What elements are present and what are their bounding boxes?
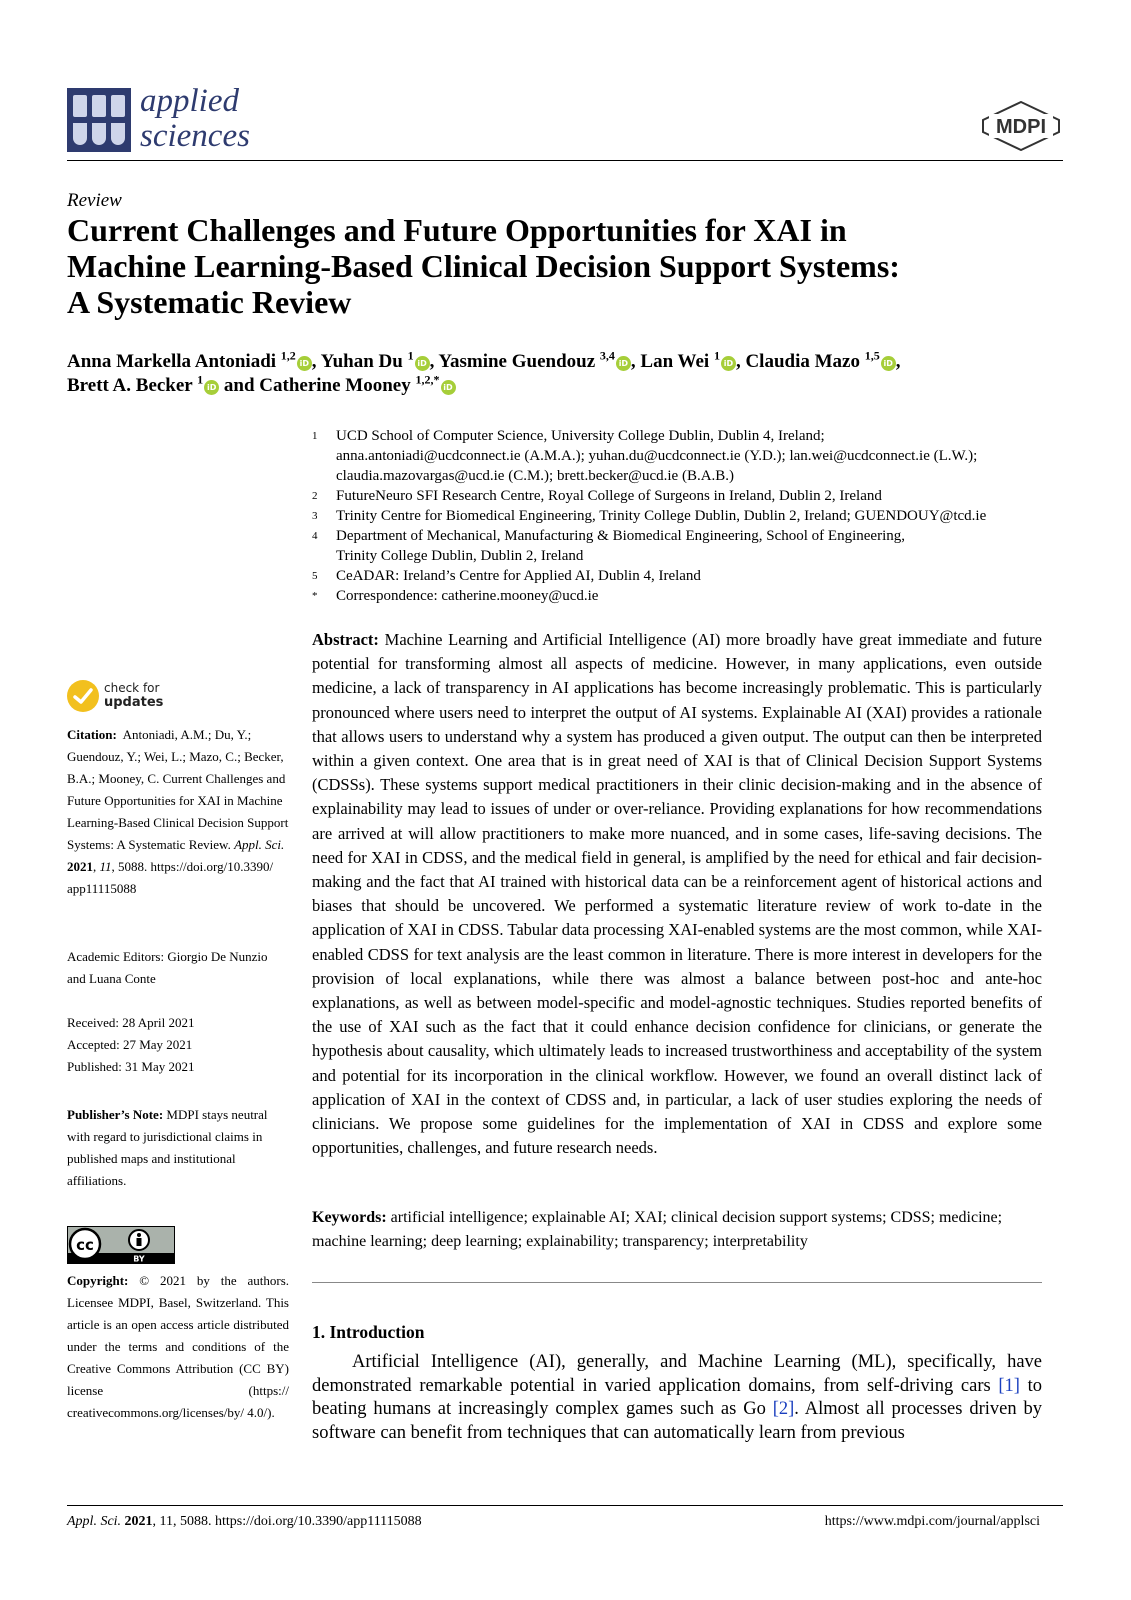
affil-num: 1 [312, 430, 318, 442]
author-affil: 1 [197, 372, 204, 387]
footer-journal-url[interactable]: https://www.mdpi.com/journal/applsci [824, 1514, 1040, 1529]
citation-doi[interactable]: 5088. https://doi.org/10.3390/ app11115088 [67, 859, 274, 896]
affil-line: Trinity Centre for Biomedical Engineering, Trinity College Dublin, Dublin 2, Ireland; GUENDOUY@tcd.ie [336, 508, 987, 524]
author-name[interactable]: Brett A. Becker [67, 375, 193, 396]
orcid-icon[interactable]: iD [297, 356, 312, 371]
orcid-icon[interactable]: iD [204, 380, 219, 395]
copyright-block [67, 1270, 289, 1424]
journal-logo [67, 88, 131, 152]
footer-year: 2021 [124, 1514, 153, 1529]
author-affil: 1,5 [864, 348, 880, 363]
date-accepted: Accepted: 27 May 2021 [67, 1037, 193, 1052]
keywords [312, 1206, 1042, 1254]
footer-rule [67, 1505, 1063, 1506]
author-sep: , [429, 351, 439, 372]
date-received: Received: 28 April 2021 [67, 1015, 195, 1030]
cc-by-license-icon[interactable] [67, 1226, 175, 1264]
author-name[interactable]: Anna Markella Antoniadi [67, 351, 277, 372]
copyright-text: © 2021 by the authors. Licensee MDPI, Basel, Switzerland. This article is an open access article distributed under the terms and conditions of the Creative Commons Attribution (CC BY) license (https:// creativecommons.org/licenses/by/ 4.0/). [67, 1273, 290, 1420]
affil-line: Correspondence: catherine.mooney@ucd.ie [336, 588, 599, 604]
section-divider [312, 1282, 1042, 1283]
article-type: Review [67, 190, 122, 211]
author-affil: 3,4 [599, 348, 615, 363]
author-name[interactable]: Yuhan Du [320, 351, 403, 372]
keywords-text: artificial intelligence; explainable AI; XAI; clinical decision support systems; CDSS; medicine; machine learning; deep learning; explainability; transparency; interpretability [312, 1209, 1003, 1250]
author-name[interactable]: Yasmine Guendouz [438, 351, 596, 372]
publisher-note [67, 1104, 289, 1192]
author-sep: and [219, 375, 260, 396]
author-affil: 1 [407, 348, 414, 363]
citation-year: 2021 [67, 859, 93, 874]
affil-line: FutureNeuro SFI Research Centre, Royal College of Surgeons in Ireland, Dublin 2, Ireland [336, 488, 882, 504]
affil-num: 2 [312, 490, 318, 502]
orcid-icon[interactable]: iD [415, 356, 430, 371]
title-line: Current Challenges and Future Opportunities for XAI in [67, 212, 847, 248]
abstract-text: Machine Learning and Artificial Intelligence (AI) more broadly have great immediate and future potential for transforming almost all aspects of medicine. However, in many applications, even outside medicine, a lack of transparency in AI applications has become increasingly problematic. This is particularly pronounced where users need to interpret the output of AI systems. Explainable AI (XAI) provides a rationale that allows users to understand why a system has produced a given output. The output can then be interpreted within a given context. One area that is in great need of XAI is that of Clinical Decision Support Systems (CDSSs). These systems support medical practitioners in their clinic decision-making and in the absence of explainability may lead to issues of under or over-reliance. Providing explanations for how recommendations are arrived at will allow practitioners to make more nuanced, and in some cases, life-saving decisions. The need for XAI in CDSS, and the medical field in general, is amplified by the need for ethical and fair decision-making and the fact that AI trained with historical data can be a reinforcement agent of historical actions and biases that should be uncovered. We performed a systematic literature review of work to-date in the application of XAI in CDSS. Tabular data processing XAI-enabled systems are the most common, while XAI-enabled CDSS for text analysis are the least common in literature. There is more interest in developers for the provision of local explanations, while there was almost a balance between post-hoc and ante-hoc explanations, as well as between model-specific and model-agnostic techniques. Studies reported benefits of the use of XAI such as the fact that it could enhance decision confidence for clinicians, or generate the hypothesis about causality, which ultimately leads to increased trustworthiness and acceptability of the system and potential for its incorporation in the clinical workflow. However, we found an overall distinct lack of application of XAI in the context of CDSS and, in particular, a lack of user studies exploring the needs of clinicians. We propose some guidelines for the implementation of XAI in CDSS and explore some opportunities, challenges, and future research needs. [312, 630, 1043, 1158]
copyright-label: Copyright: [67, 1273, 129, 1288]
orcid-icon[interactable]: iD [721, 356, 736, 371]
keywords-label: Keywords: [312, 1209, 387, 1226]
check-for-updates-button[interactable] [67, 680, 227, 720]
check-icon [67, 680, 99, 712]
citation-block: Citation: Antoniadi, A.M.; Du, Y.; Guendouz, Y.; Wei, L.; Mazo, C.; Becker, B.A.; Mooney, C. Current Challenges and Future Opportunities for XAI in Machine Learning-Based Clinical Decision Support Systems: A Systematic Review. Appl. Sci. 2021, 11, 5088. https://doi.org/10.3390/ app11115088 [67, 727, 289, 896]
affil-line: Department of Mechanical, Manufacturing & Biomedical Engineering, School of Engineering, [336, 528, 905, 544]
citation-label: Citation: [67, 727, 117, 742]
intro-text: Artificial Intelligence (AI), generally, and Machine Learning (ML), specifically, have demonstrated remarkable potential in varied application domains, from self-driving cars [312, 1352, 1042, 1396]
mdpi-logo [981, 101, 1061, 151]
affil-line: claudia.mazovargas@ucd.ie (C.M.); brett.becker@ucd.ie (B.A.B.) [336, 468, 735, 484]
check-updates-line2: updates [104, 695, 164, 710]
author-name[interactable]: Claudia Mazo [745, 351, 860, 372]
author-affil: 1 [713, 348, 720, 363]
header-rule [67, 160, 1063, 161]
author-name[interactable]: Catherine Mooney [259, 375, 411, 396]
author-affil: 1,2 [280, 348, 296, 363]
author-list [67, 350, 1067, 398]
author-sep: , [311, 351, 321, 372]
author-sep: , [630, 351, 641, 372]
footer-journal: Appl. Sci. [67, 1514, 122, 1529]
check-updates-line1: check for [104, 681, 160, 695]
publisher-note-text: MDPI stays neutral with regard to jurisdictional claims in published maps and institutional affiliations. [67, 1107, 268, 1188]
citation-journal: Appl. Sci. [234, 837, 285, 852]
footer-doi[interactable]: , 11, 5088. https://doi.org/10.3390/app11115088 [152, 1514, 422, 1529]
author-sep: , [895, 351, 901, 372]
author-name[interactable]: Lan Wei [640, 351, 710, 372]
title-line: Machine Learning-Based Clinical Decision Support Systems: [67, 248, 900, 284]
journal-name-line1: applied [140, 83, 239, 119]
orcid-icon[interactable]: iD [881, 356, 896, 371]
affil-line: UCD School of Computer Science, University College Dublin, Dublin 4, Ireland; [336, 428, 825, 444]
journal-name-line2: sciences [140, 118, 250, 154]
affil-line: CeADAR: Ireland’s Centre for Applied AI, Dublin 4, Ireland [336, 568, 701, 584]
abstract-label: Abstract: [312, 630, 379, 649]
intro-text: . Almost all processes driven by software can benefit from techniques that can automatically learn from previous [312, 1399, 1042, 1443]
footer-citation [67, 1514, 422, 1530]
academic-editors: Academic Editors: Giorgio De Nunzio and Luana Conte [67, 949, 268, 986]
section-heading: 1. Introduction [312, 1322, 425, 1342]
citation-link[interactable]: [2] [772, 1399, 795, 1419]
affil-line: Trinity College Dublin, Dublin 2, Ireland [336, 548, 584, 564]
publisher-note-label: Publisher’s Note: [67, 1107, 164, 1122]
affil-num: * [312, 590, 318, 602]
affil-num: 4 [312, 530, 318, 542]
paper-title [67, 212, 1047, 320]
citation-text: Antoniadi, A.M.; Du, Y.; Guendouz, Y.; Wei, L.; Mazo, C.; Becker, B.A.; Mooney, C. Current Challenges and Future Opportunities for XAI in Machine Learning-Based Clinical Decision Support Systems: A Systematic Review. [67, 727, 289, 852]
cc-by-text: BY [133, 1254, 145, 1264]
dates [67, 1012, 289, 1078]
affil-num: 3 [312, 510, 318, 522]
title-line: A Systematic Review [67, 284, 352, 320]
abstract [312, 628, 1042, 1160]
affil-num: 5 [312, 570, 318, 582]
intro-text: to beating humans at increasingly complex games such as Go [312, 1375, 1042, 1419]
author-sep: , [735, 351, 746, 372]
cc-symbol: cc [76, 1236, 94, 1254]
orcid-icon[interactable]: iD [441, 380, 456, 395]
author-affil: 1,2,* [415, 372, 440, 387]
intro-paragraph [312, 1351, 1042, 1445]
affiliations [312, 426, 1052, 606]
journal-name [140, 84, 250, 154]
orcid-icon[interactable]: iD [616, 356, 631, 371]
citation-link[interactable]: [1] [998, 1375, 1020, 1396]
affil-line: anna.antoniadi@ucdconnect.ie (A.M.A.); yuhan.du@ucdconnect.ie (Y.D.); lan.wei@ucdconnect.ie (L.W.); [336, 448, 978, 464]
citation-volume: 11 [99, 859, 112, 874]
publisher-name: MDPI [996, 116, 1046, 138]
date-published: Published: 31 May 2021 [67, 1059, 195, 1074]
